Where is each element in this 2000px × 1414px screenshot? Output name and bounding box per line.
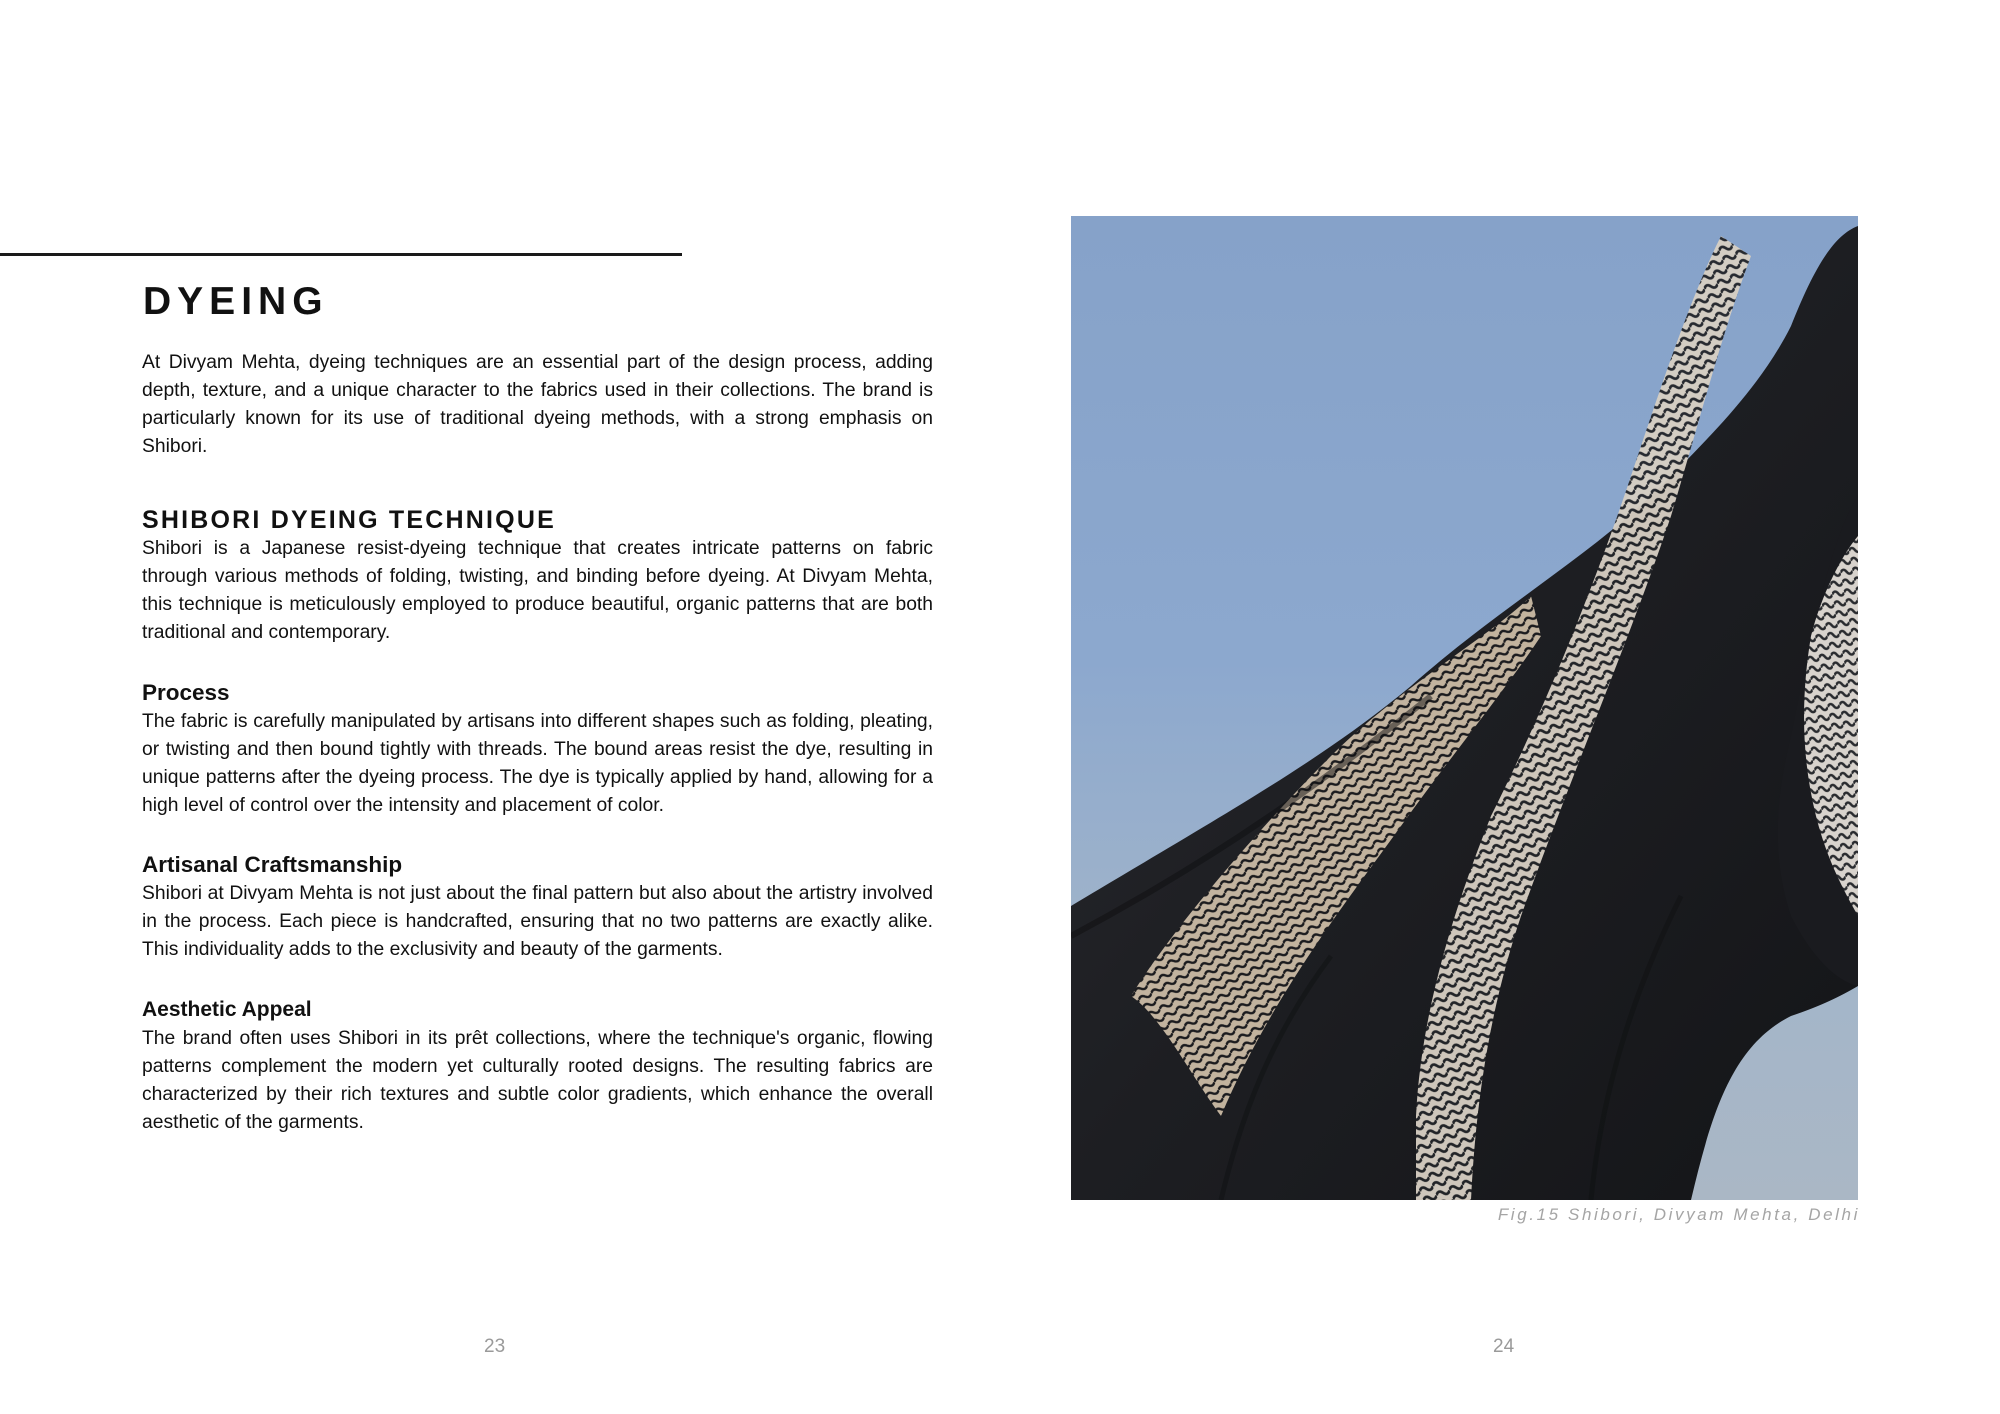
subsection-heading: Aesthetic Appeal <box>142 998 312 1021</box>
intro-paragraph: At Divyam Mehta, dyeing techniques are an essential part of the design process, adding depth, texture, and a unique character to the fabrics used in their collections. The brand is particularly known for its use of traditional dyeing methods, with a strong emphasis on Shibori. <box>142 352 933 457</box>
subsection-paragraph: The fabric is carefully manipulated by artisans into different shapes such as folding, pleating, or twisting and then bound tightly with threads. The bound areas resist the dye, resulting in unique patterns after the dyeing process. The dye is typically applied by hand, allowing for a high level of control over the intensity and placement of color. <box>142 711 933 816</box>
subsection-heading: Process <box>142 680 230 705</box>
shibori-photo <box>1071 216 1858 1200</box>
subsection-aesthetic-appeal <box>142 995 933 1137</box>
intro-block <box>142 349 933 461</box>
subsection-artisanal-craftsmanship <box>142 850 933 964</box>
subsection-paragraph: The brand often uses Shibori in its prêt collections, where the technique's organic, flowing patterns complement the modern yet culturally rooted designs. The resulting fabrics are characterized by their rich textures and subtle color gradients, which enhance the overall aesthetic of the garments. <box>142 1028 933 1133</box>
subsection-paragraph: Shibori at Divyam Mehta is not just about the final pattern but also about the artistry involved in the process. Each piece is handcrafted, ensuring that no two patterns are exactly alike. This individuality adds to the exclusivity and beauty of the garments. <box>142 883 933 960</box>
page-title: DYEING <box>143 280 329 323</box>
header-rule <box>0 253 682 256</box>
page-number-left: 23 <box>484 1336 506 1357</box>
section-paragraph: Shibori is a Japanese resist-dyeing technique that creates intricate patterns on fabric through various methods of folding, twisting, and binding before dyeing. At Divyam Mehta, this technique is meticulously employed to produce beautiful, organic patterns that are both traditional and contemporary. <box>142 538 933 643</box>
shibori-fabric-illustration <box>1071 216 1858 1200</box>
section-heading: SHIBORI DYEING TECHNIQUE <box>142 506 556 534</box>
subsection-process <box>142 678 933 820</box>
subsection-heading: Artisanal Craftsmanship <box>142 852 403 877</box>
page-number-right: 24 <box>1493 1336 1515 1357</box>
figure-caption: Fig.15 Shibori, Divyam Mehta, Delhi <box>1497 1205 1860 1224</box>
shibori-section <box>142 505 933 647</box>
